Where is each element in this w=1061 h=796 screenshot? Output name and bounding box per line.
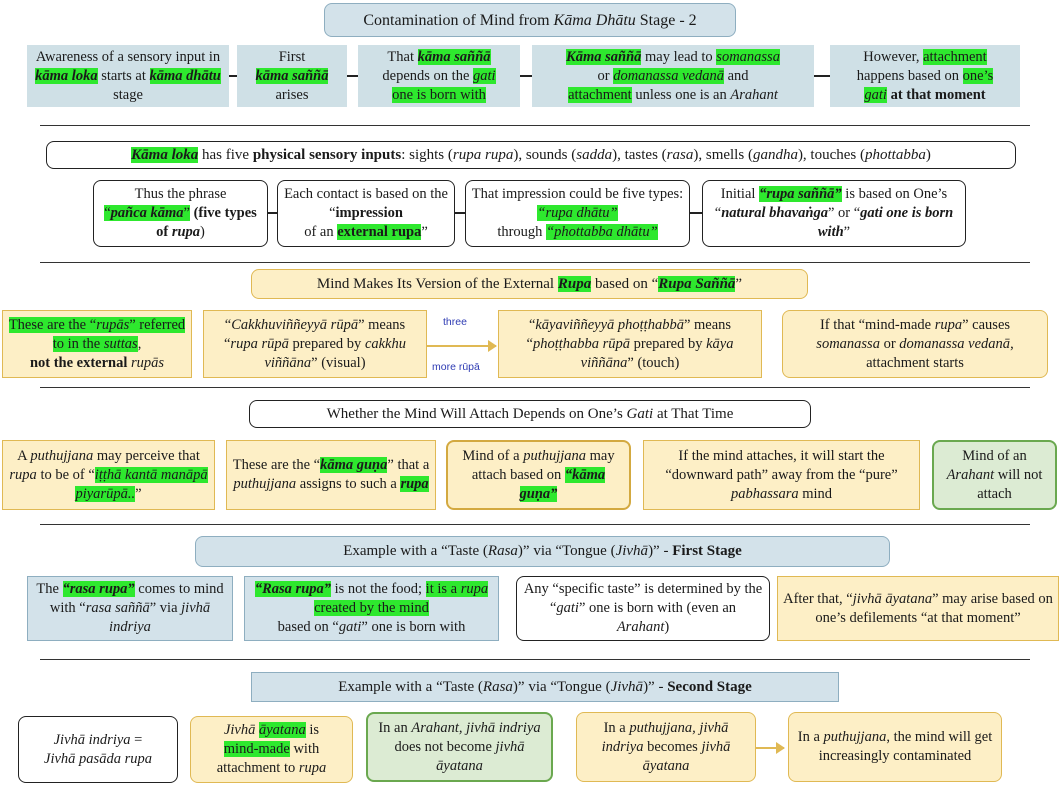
row3-box-kaya (498, 310, 762, 378)
text-row3-d3-a: “ (528, 316, 536, 333)
text-row6-title-d: Jivhā (610, 678, 644, 695)
text-row5-f1-d: rasa saññā (85, 600, 150, 616)
row6-box-puthujjana-indriya (576, 712, 756, 782)
text-row3-d2-f: cakkhu viññāna (264, 335, 406, 371)
text-row6-g4-a: In a (603, 719, 630, 736)
text-row1-b3-e: one is born with (392, 86, 486, 103)
text-row6-g5-a: In a (797, 729, 824, 745)
text-row2-c2-c: of an (304, 224, 338, 240)
text-row1-b4-e: domanassa vedanā (613, 67, 724, 84)
text-row5-f2-g: gati (338, 619, 362, 635)
text-row3-d1-d: suttas (103, 335, 138, 352)
row2-box-impression (277, 180, 455, 247)
text-row4-e2-a: These are the “ (232, 457, 321, 473)
connector (690, 212, 702, 214)
connector (814, 75, 830, 77)
row6-box-jivha-indriya (18, 716, 178, 783)
text-header-title-a: Contamination of Mind from (363, 11, 554, 29)
note-more-rupa: more rūpā (432, 361, 480, 373)
text-row6-g4-c: becomes (643, 738, 702, 755)
text-row4-title-c: at That Time (653, 405, 734, 422)
row4-box-kama-guna (226, 440, 436, 510)
text-row2-banner-l: ), touches ( (797, 146, 865, 163)
row1-box-first-kama-sanna (237, 45, 347, 107)
text-row6-g2-d: is (305, 722, 320, 738)
text-row1-b5-d: one’s (962, 67, 994, 84)
text-row2-c4-b: “rupa saññā” (759, 186, 842, 202)
connector (347, 75, 358, 77)
text-row1-b2-a: First (278, 48, 306, 65)
text-row4-e5-a: Mind of an (962, 447, 1027, 464)
text-row3-d1-b: rupās (96, 316, 130, 333)
text-header-title-b: Kāma Dhātu (553, 11, 636, 29)
text-row1-b3-b: kāma saññā (417, 48, 491, 65)
row3-box-attachment-starts (782, 310, 1048, 378)
row5-box-not-the-food (244, 576, 499, 641)
text-row2-banner-c: physical sensory inputs (252, 146, 402, 163)
text-row3-d3-e: prepared by (630, 335, 707, 352)
text-row5-f2-f: based on “ (277, 619, 339, 635)
text-row3-d1-a: These are the “ (8, 316, 97, 333)
text-row1-b4-f: and (723, 67, 749, 84)
text-row6-g3-c: does not become (394, 738, 496, 755)
text-row2-c4-d: natural bhavaṅga (721, 205, 828, 221)
section-divider (40, 387, 1030, 388)
text-row2-c1-f: rupa (171, 224, 201, 240)
connector (455, 212, 465, 214)
text-row5-f1-b: “rasa rupa” (62, 581, 135, 597)
text-row2-banner-n: ) (925, 146, 931, 163)
text-row3-d2-a: “ (224, 316, 232, 333)
row1-box-attachment (830, 45, 1020, 107)
text-row6-g3-a: In an (378, 719, 412, 736)
text-row5-f3-d: Arahant (616, 619, 665, 635)
text-row5-f2-e: created by the mind (314, 600, 429, 616)
arrow-right (427, 345, 496, 347)
text-row2-c3-a: That impression could be five types: (471, 186, 684, 202)
text-row1-b1-d: kāma dhātu (149, 67, 221, 84)
text-row4-e1-e: to be of “ (36, 466, 95, 483)
text-row3-d3-c: ” means “ (526, 316, 732, 352)
text-row1-b4-i: Arahant (730, 86, 778, 103)
row4-box-may-attach (446, 440, 631, 510)
text-header-title-c: Stage - 2 (635, 11, 697, 29)
text-row6-g2-f: with attachment to (216, 741, 320, 776)
text-row6-g1-c: Jivhā pasāda rupa (44, 750, 152, 767)
text-row3-d4-e: or (879, 335, 900, 352)
text-row6-g1-a: Jivhā indriya (53, 731, 131, 748)
row4-box-arahant (932, 440, 1057, 510)
text-row5-f1-a: The (36, 581, 63, 597)
text-row6-g1-b: = (130, 731, 143, 748)
row5-box-specific-taste (516, 576, 770, 641)
text-row2-c4-a: Initial (720, 186, 760, 202)
text-row5-title-a: Example with a “Taste ( (343, 543, 488, 559)
text-row5-title-e: )” - (648, 543, 673, 559)
text-row2-c1-e: (five types of (156, 205, 257, 240)
text-row3-d3-d: phoṭṭhabba rūpā (532, 335, 631, 352)
text-row4-e3-b: puthujjana (523, 447, 587, 464)
text-row2-c1-c: pañca kāma (110, 205, 184, 221)
row2-box-rupa-sanna (702, 180, 966, 247)
text-row1-b3-a: That (387, 48, 418, 65)
text-row2-banner-e: rupa rupa (452, 146, 514, 163)
text-row1-b2-b: kāma saññā (255, 67, 329, 84)
text-row3-d3-f: kāya viññāna (580, 335, 734, 371)
text-row1-b4-c: somanassa (716, 48, 780, 65)
text-row5-f1-f: jivhā indriya (109, 600, 211, 635)
text-row6-title-e: )” - (643, 678, 668, 695)
text-row5-f2-h: ” one is born with (361, 619, 466, 635)
row6-box-arahant-indriya (366, 712, 553, 782)
text-row6-g2-c: āyatana (259, 722, 306, 738)
text-row4-e2-f: rupa (400, 476, 429, 492)
text-row5-f4-c: ” may arise based on one’s defilements “at that moment” (815, 590, 1053, 626)
text-row4-title-a: Whether the Mind Will Attach Depends on One’s (326, 405, 627, 422)
text-row5-f1-e: ” via (149, 600, 182, 616)
text-row2-c2-e: ” (421, 224, 428, 240)
text-row2-c2-a: Each contact is based on the “ (284, 186, 448, 221)
text-row3-d1-c: ” referred to in the (52, 316, 186, 352)
text-row2-banner-d: : sights ( (401, 146, 453, 163)
text-row6-g2-g: rupa (298, 760, 327, 776)
text-row3-d2-b: Cakkhuviññeyyā rūpā (231, 316, 359, 333)
text-row2-banner-a: Kāma loka (131, 146, 199, 163)
text-row2-c4-g: ” (843, 224, 851, 240)
row1-box-somanassa (532, 45, 814, 107)
text-row6-g3-d: jivhā āyatana (436, 738, 525, 774)
text-row1-b1-e: stage (113, 86, 143, 103)
section-divider (40, 262, 1030, 263)
text-row4-e1-a: A (17, 447, 31, 464)
arrow-right (756, 747, 784, 749)
text-row2-banner-i: rasa (666, 146, 694, 163)
text-row1-b2-c: arises (275, 86, 309, 103)
text-row1-b5-c: happens based on (856, 67, 963, 84)
text-row2-c1-a: Thus the phrase (134, 186, 227, 202)
text-row6-g2-a: Jivhā (223, 722, 256, 738)
text-row2-c4-e: ” or “ (827, 205, 861, 221)
text-row3-d4-d: somanassa (816, 335, 880, 352)
text-row2-c3-c: through (497, 224, 547, 240)
text-row6-title-f: Second Stage (667, 678, 752, 695)
text-row5-f2-b: is not the food; (331, 581, 426, 597)
text-row1-b5-f: at that moment (886, 86, 986, 103)
text-row5-f4-b: jivhā āyatana (852, 590, 933, 607)
text-row4-e2-d: puthujjana (233, 476, 297, 492)
text-row2-banner-j: ), smells ( (693, 146, 753, 163)
text-row3-d4-g: , attachment starts (866, 335, 1014, 371)
text-row5-f1-c: comes to mind with “ (49, 581, 224, 616)
text-row4-e4-c: mind (798, 485, 833, 502)
text-row4-e1-b: puthujjana (30, 447, 94, 464)
text-row2-c1-b: “ (104, 205, 111, 221)
text-row1-b4-a: Kāma saññā (566, 48, 642, 65)
text-row2-c2-d: external rupa (337, 224, 422, 240)
text-row5-f3-e: ) (664, 619, 670, 635)
row4-title (249, 400, 811, 428)
text-row5-f2-c: it is a (425, 581, 461, 597)
text-row3-d4-c: ” causes (962, 316, 1011, 333)
text-row4-e2-c: ” that a (387, 457, 430, 473)
row4-box-puthujjana-perceive (2, 440, 215, 510)
section-divider (40, 659, 1030, 660)
text-row1-b3-c: depends on the (382, 67, 474, 84)
text-row6-title-b: Rasa (482, 678, 513, 695)
text-row1-b3-d: gati (473, 67, 496, 84)
note-three: three (443, 316, 467, 328)
row3-title (251, 269, 808, 299)
text-row1-b1-b: kāma loka (35, 67, 98, 84)
text-row4-e4-b: pabhassara (730, 485, 799, 502)
text-row3-title-e: ” (735, 275, 743, 292)
text-row3-d1-g: rupās (131, 354, 165, 371)
text-row6-title-a: Example with a “Taste ( (338, 678, 483, 695)
text-row3-d4-b: rupa (934, 316, 963, 333)
text-row4-e2-b: kāma guṇa (320, 457, 388, 473)
text-row4-e1-g: ” (135, 485, 142, 502)
page-title (324, 3, 736, 37)
text-row3-title-b: Rupa (557, 275, 592, 292)
row5-box-jivha-ayatana (777, 576, 1059, 641)
text-row1-b5-b: attachment (923, 48, 987, 65)
text-row4-e5-c: will not attach (977, 466, 1043, 502)
text-row3-d2-e: prepared by (288, 335, 365, 352)
text-row4-e3-a: Mind of a (462, 447, 524, 464)
text-row4-e1-d: rupa (9, 466, 37, 483)
section-divider (40, 125, 1030, 126)
text-row5-f3-a: Any “specific taste” is determined by the “ (523, 581, 763, 616)
text-row6-g4-b: puthujjana, jivhā indriya (601, 719, 729, 755)
text-row2-c4-f: gati one is born with (817, 205, 954, 240)
text-row2-banner-g: sadda (576, 146, 613, 163)
text-row3-d1-f: not the external (29, 354, 132, 371)
text-row1-b1-a: Awareness of a sensory input in (35, 48, 221, 65)
text-row2-banner-b: has five (198, 146, 253, 163)
text-row5-title-f: First Stage (672, 543, 742, 559)
text-row5-title-c: )” via “Tongue ( (517, 543, 616, 559)
text-row2-banner-k: gandha (752, 146, 798, 163)
text-row6-g2-e: mind-made (223, 741, 290, 757)
text-row1-b4-g: attachment (568, 86, 632, 103)
text-row5-f2-d: rupa (460, 581, 489, 597)
text-row2-c3-b: “rupa dhātu” (537, 205, 618, 221)
section-divider (40, 524, 1030, 525)
row2-banner-sensory-inputs (46, 141, 1016, 169)
text-row2-c4-c: is based on One’s “ (714, 186, 948, 221)
text-row4-e4-a: If the mind attaches, it will start the “downward path” away from the “pure” (665, 447, 898, 483)
text-row3-title-a: Mind Makes Its Version of the External (316, 275, 558, 292)
text-row4-e5-b: Arahant (946, 466, 995, 483)
text-row1-b4-d: or (597, 67, 614, 84)
text-row1-b4-h: unless one is an (631, 86, 731, 103)
text-row1-b1-c: starts at (97, 67, 150, 84)
text-row4-e3-c: may attach based on (471, 447, 615, 483)
row4-box-downward-path (643, 440, 920, 510)
text-row4-e3-d: “kāma guṇa” (519, 466, 606, 502)
text-row3-d4-f: domanassa vedanā (899, 335, 1011, 352)
text-row6-g5-b: puthujjana (823, 729, 887, 745)
text-row2-c2-b: impression (335, 205, 403, 221)
text-row3-d4-a: If that “mind-made (819, 316, 935, 333)
row2-box-panca-kama (93, 180, 268, 247)
row6-box-mind-made (190, 716, 353, 783)
text-row3-title-c: based on “ (591, 275, 659, 292)
text-row5-f3-c: ” one is born with (even an (578, 600, 737, 616)
text-row2-c3-d: “phottabba dhātu” (546, 224, 658, 240)
text-row5-f2-a: “Rasa rupa” (254, 581, 332, 597)
text-row1-b5-e: gati (864, 86, 887, 103)
text-row5-f4-a: After that, “ (783, 590, 853, 607)
text-row4-e2-e: assigns to such a (296, 476, 401, 492)
text-row1-b5-a: However, (863, 48, 924, 65)
text-row3-title-d: Rupa Saññā (658, 275, 736, 292)
row1-box-awareness (27, 45, 229, 107)
text-row3-d2-d: rupa rūpā (230, 335, 289, 352)
text-row4-e1-f: iṭṭhā kantā manāpā piyarūpā.. (75, 466, 208, 502)
text-row5-title-d: Jivhā (615, 543, 649, 559)
text-row3-d3-b: kāyaviññeyyā phoṭṭhabbā (535, 316, 684, 333)
text-row1-b4-b: may lead to (641, 48, 717, 65)
connector (268, 212, 277, 214)
text-row3-d1-e: , (137, 335, 142, 352)
text-row4-e1-c: may perceive that (93, 447, 200, 464)
row3-box-rupas-in-suttas (2, 310, 192, 378)
text-row2-c1-d: ” (183, 205, 190, 221)
row5-box-rasa-rupa (27, 576, 233, 641)
text-row6-title-c: )” via “Tongue ( (512, 678, 611, 695)
text-row4-title-b: Gati (626, 405, 654, 422)
text-row6-g3-b: Arahant, jivhā indriya (411, 719, 541, 736)
connector (520, 75, 532, 77)
row6-title (251, 672, 839, 702)
text-row6-g4-d: jivhā āyatana (642, 738, 731, 774)
text-row2-banner-f: ), sounds ( (513, 146, 577, 163)
text-row3-d3-g: ” (touch) (627, 354, 680, 371)
text-row2-c1-g: ) (200, 224, 205, 240)
row6-box-contaminated (788, 712, 1002, 782)
row1-box-depends-on-gati (358, 45, 520, 107)
text-row2-banner-h: ), tastes ( (612, 146, 667, 163)
text-row3-d2-g: ” (visual) (311, 354, 366, 371)
text-row5-f3-b: gati (556, 600, 579, 616)
row3-box-cakkhu (203, 310, 427, 378)
connector (229, 75, 237, 77)
row2-box-five-types (465, 180, 690, 247)
text-row2-banner-m: phottabba (865, 146, 926, 163)
text-row3-d2-c: ” means “ (223, 316, 406, 352)
text-row5-title-b: Rasa (487, 543, 518, 559)
text-row6-g5-c: , the mind will get increasingly contaminated (818, 729, 993, 764)
row5-title (195, 536, 890, 567)
